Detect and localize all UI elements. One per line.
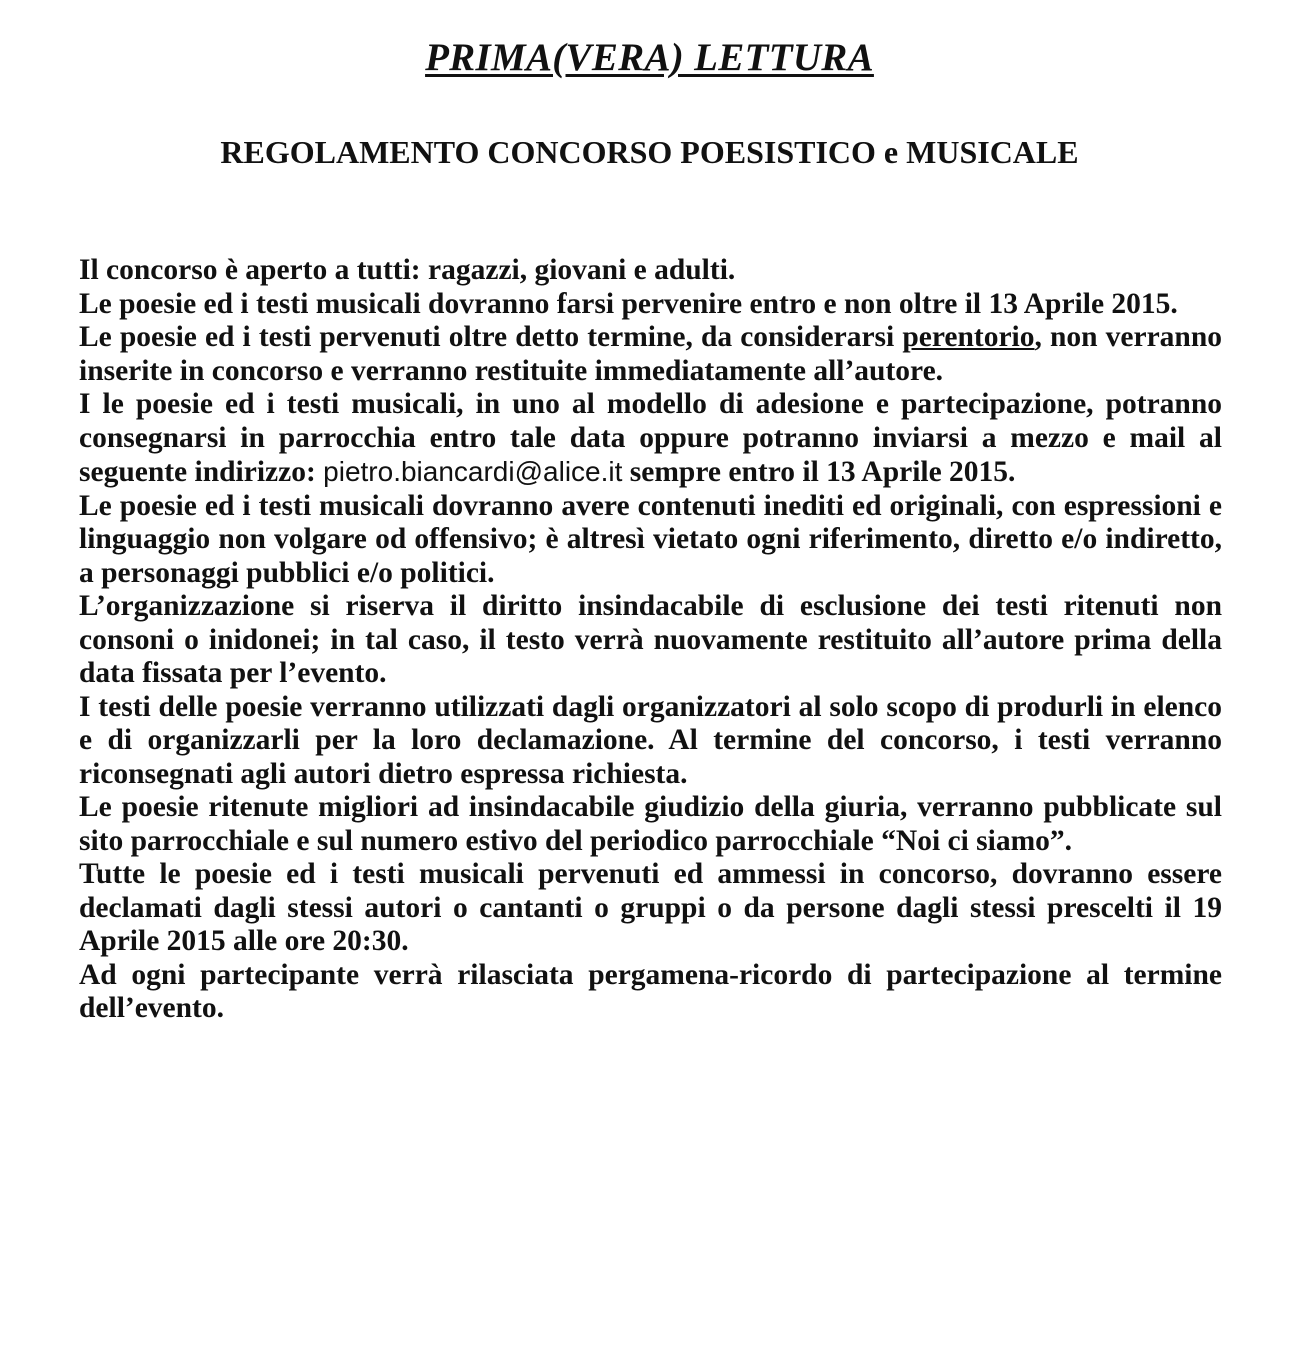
paragraph-late-submissions bbox=[79, 321, 1222, 388]
paragraph-certificate: Ad ogni partecipante verrà rilasciata pergamena-ricordo di partecipazione al termine dell’evento. bbox=[79, 958, 1222, 1024]
paragraph-delivery-text-2: sempre entro il 13 Aprile 2015. bbox=[622, 456, 1016, 488]
email-address: pietro.biancardi@alice.it bbox=[323, 456, 623, 487]
perentorio-underlined: perentorio bbox=[902, 321, 1035, 353]
paragraph-deadline: Le poesie ed i testi musicali dovranno farsi pervenire entro e non oltre il 13 Aprile 2015. bbox=[79, 287, 1178, 320]
paragraph-declamation: Tutte le poesie ed i testi musicali pervenuti ed ammessi in concorso, dovranno essere declamati dagli stessi autori o cantanti o gruppi o da persone dagli stessi prescelti il 19 Aprile 2015 alle ore 20:30. bbox=[79, 858, 1222, 957]
paragraph-delivery bbox=[79, 388, 1222, 490]
paragraph-content-rules: Le poesie ed i testi musicali dovranno avere contenuti inediti ed originali, con espressioni e linguaggio non volgare od offensivo; è altresì vietato ogni riferimento, diretto e/o indiretto, a personaggi pubblici e/o politici. bbox=[79, 489, 1222, 589]
paragraph-delivery-text-1: I le poesie ed i testi musicali, in uno al modello di adesione e partecipazione, potranno consegnarsi in parrocchia entro tale data oppure potranno inviarsi a mezzo e mail al seguente indirizzo: bbox=[79, 388, 1222, 488]
paragraph-publication: Le poesie ritenute migliori ad insindacabile giudizio della giuria, verranno pubblicate sul sito parrocchiale e sul numero estivo del periodico parrocchiale “Noi ci siamo”. bbox=[79, 791, 1222, 857]
paragraph-late-submissions-text-1: Le poesie ed i testi pervenuti oltre detto termine, da considerarsi bbox=[79, 321, 903, 353]
paragraph-usage: I testi delle poesie verranno utilizzati dagli organizzatori al solo scopo di produrli in elenco e di organizzarli per la loro declamazione. Al termine del concorso, i testi verranno riconsegnati agli autori dietro espressa richiesta. bbox=[79, 690, 1222, 790]
paragraph-late-submissions-text-2: , non verranno inserite in concorso e verranno restituite immediatamente all’autore. bbox=[79, 321, 1222, 387]
document-subtitle: REGOLAMENTO CONCORSO POESISTICO e MUSICALE bbox=[220, 134, 1079, 170]
paragraph-exclusion: L’organizzazione si riserva il diritto insindacabile di esclusione dei testi ritenuti non consoni o inidonei; in tal caso, il testo verrà nuovamente restituito all’autore prima della data fissata per l’evento. bbox=[79, 590, 1222, 689]
paragraph-open-to-all: Il concorso è aperto a tutti: ragazzi, giovani e adulti. bbox=[79, 254, 736, 286]
document-title: PRIMA(VERA) LETTURA bbox=[425, 36, 874, 79]
regulation-body bbox=[79, 254, 1222, 1026]
